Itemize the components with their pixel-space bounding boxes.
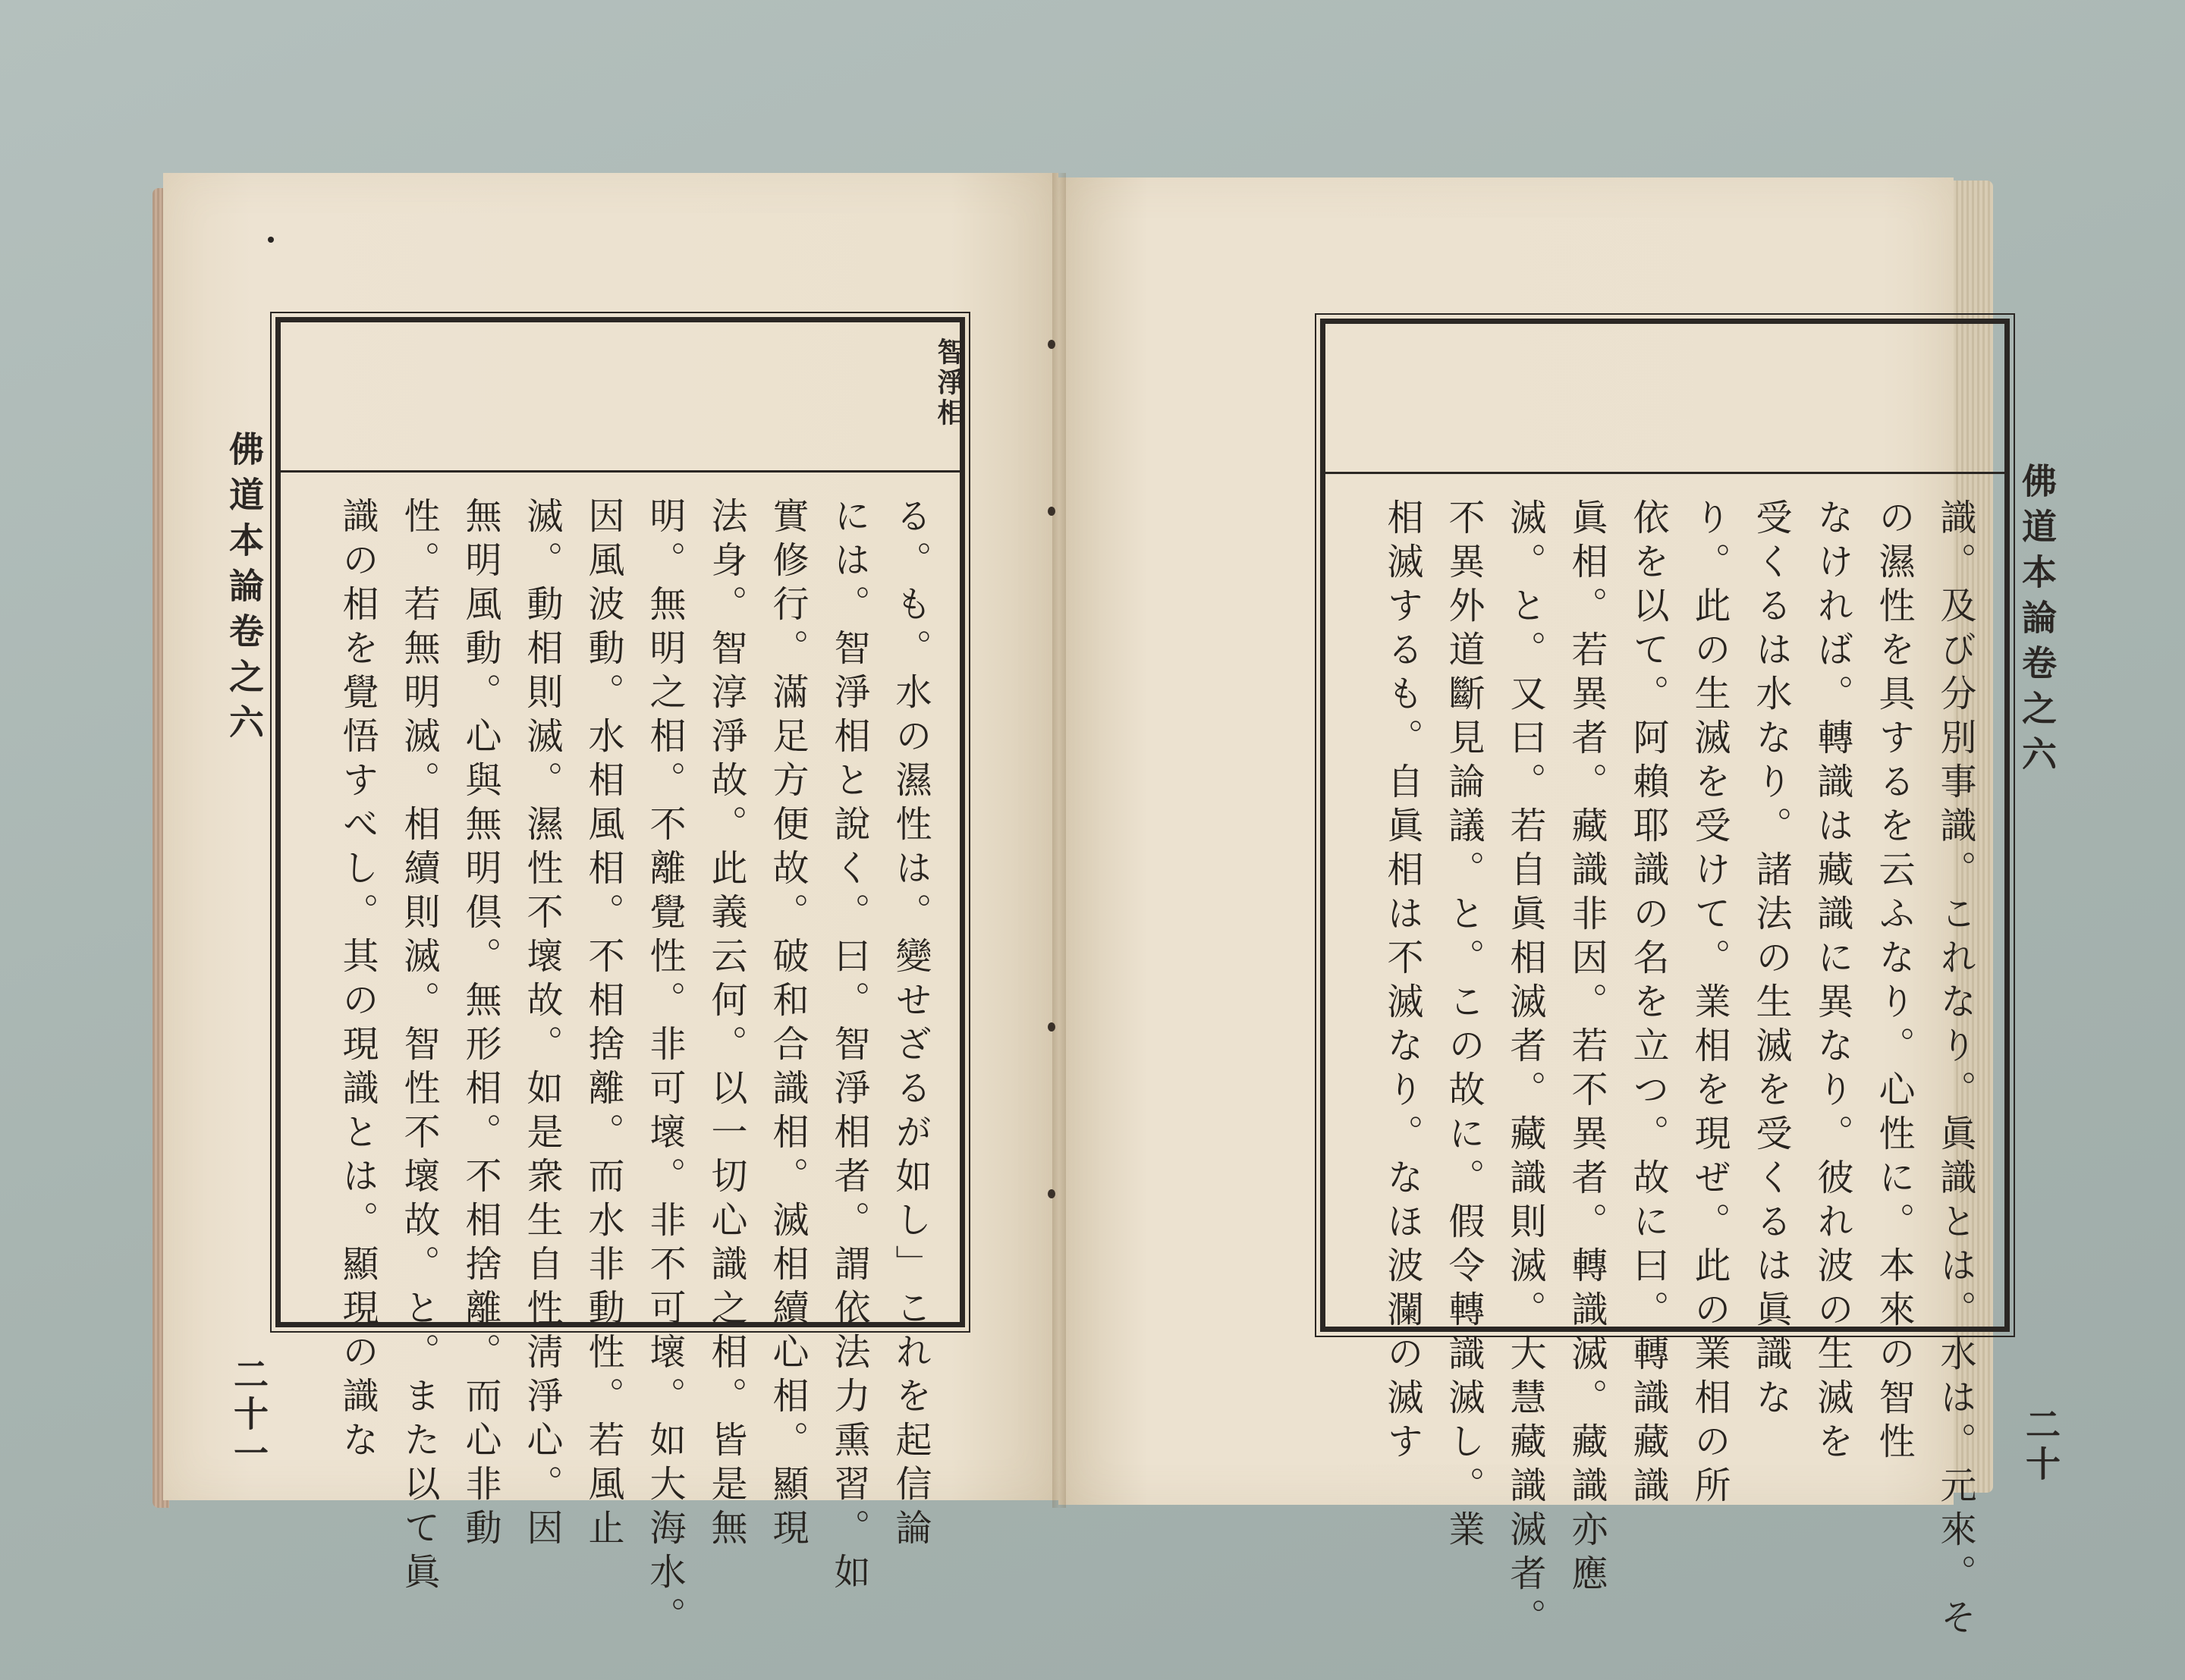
page-number: 二十: [2020, 1406, 2061, 1485]
text-line: 因風波動。水相風相。不相捨離。而水非動性。若風止: [582, 497, 624, 1553]
text-line: 法身。智淳淨故。此義云何。以一切心識之相。皆是無: [705, 497, 747, 1553]
header-rule: [1325, 472, 2004, 474]
text-line: には。智淨相と說く。曰。智淨相者。謂依法力熏習。如: [828, 497, 870, 1597]
left-page: [163, 173, 1058, 1641]
text-line: 滅。動相則滅。濕性不壞故。如是衆生自性淸淨心。因: [520, 497, 563, 1553]
page-number: 二十一: [228, 1356, 269, 1474]
text-line: 實修行。滿足方便故。破和合識相。滅相續心相。顯現: [766, 497, 809, 1553]
text-line: り。此の生滅を受けて。業相を現ぜ。此の業相の所: [1688, 498, 1731, 1510]
binding-hole: [1048, 1189, 1055, 1198]
text-line: 不異外道斷見論議。と。この故に。假令轉識滅し。業: [1442, 498, 1485, 1554]
text-line: 無明風動。心與無明倶。無形相。不相捨離。而心非動: [459, 497, 501, 1553]
ink-spot: [268, 237, 274, 243]
text-frame: [1320, 319, 2010, 1642]
right-page: [1058, 177, 2061, 1642]
binding-hole: [1048, 340, 1055, 349]
side-title: 智淨相: [933, 338, 965, 429]
text-line: 受くるは水なり。諸法の生滅を受くるは眞識な: [1750, 498, 1792, 1422]
running-title: 佛道本論卷之六: [2017, 463, 2058, 781]
running-title: 佛道本論卷之六: [224, 431, 265, 749]
text-line: 依を以て。阿賴耶識の名を立つ。故に曰。轉識藏識: [1627, 498, 1669, 1510]
gutter: [1052, 173, 1066, 1508]
text-line: 識。及び分別事識。これなり。眞識とは。水は。元來。そ: [1934, 498, 1976, 1642]
text-line: 眞相。若異者。藏識非因。若不異者。轉識滅。藏識亦應: [1565, 498, 1608, 1598]
text-line: 識の相を覺悟すべし。其の現識とは。顯現の識な: [336, 497, 379, 1465]
body-text: [326, 497, 941, 1641]
open-book: [163, 173, 2061, 1642]
text-line: 相滅するも。自眞相は不滅なり。なほ波瀾の滅す: [1381, 498, 1423, 1466]
binding-hole: [1048, 507, 1055, 516]
binding-hole: [1048, 1022, 1055, 1032]
text-frame: [275, 317, 965, 1641]
text-line: 滅。と。又曰。若自眞相滅者。藏識則滅。大慧藏識滅者。: [1504, 498, 1546, 1642]
text-line: の濕性を具するを云ふなり。心性に。本來の智性: [1872, 498, 1915, 1466]
header-rule: [281, 470, 960, 473]
text-line: る。も。水の濕性は。變せざるが如し」これを起信論: [889, 497, 932, 1553]
text-line: 性。若無明滅。相續則滅。智性不壞故。と。また以て眞: [398, 497, 440, 1597]
body-text: [1371, 498, 1985, 1642]
text-line: 明。無明之相。不離覺性。非可壞。非不可壞。如大海水。: [643, 497, 686, 1641]
text-line: なければ。轉識は藏識に異なり。彼れ波の生滅を: [1811, 498, 1853, 1466]
